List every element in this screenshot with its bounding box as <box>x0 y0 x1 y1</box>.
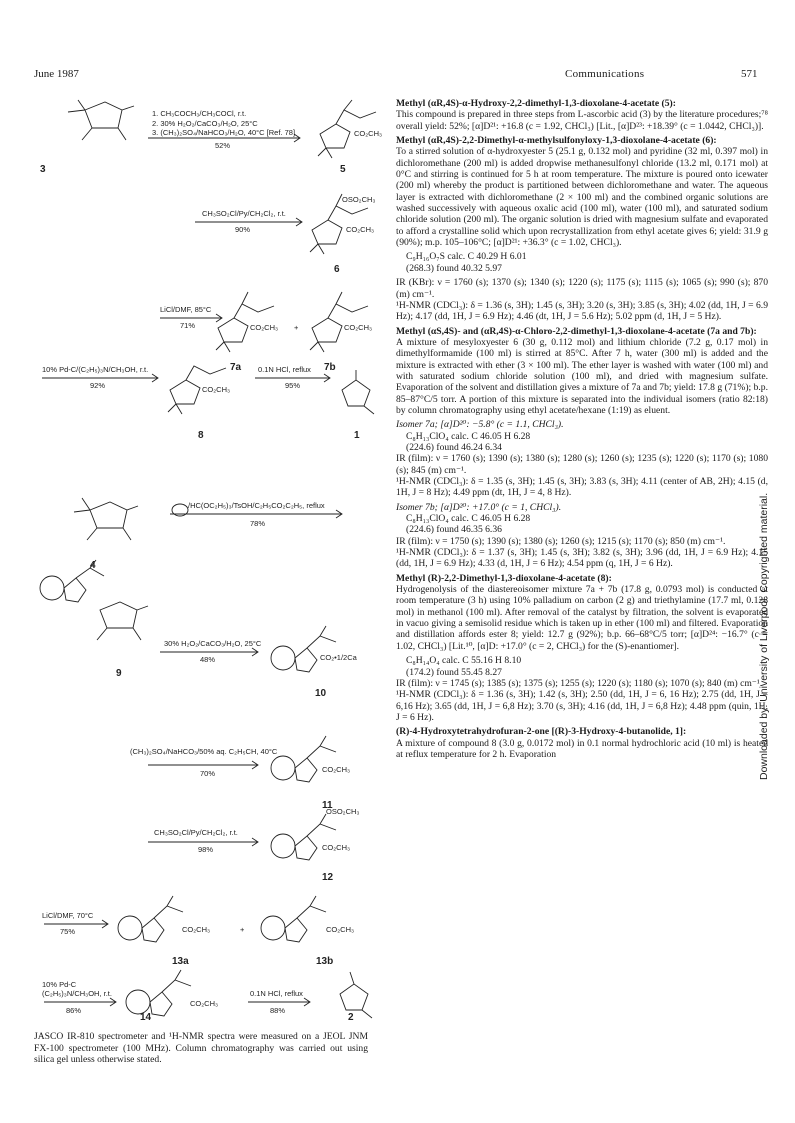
reaction-scheme <box>30 90 390 1020</box>
section-title-6: Methyl (αR,4S)-2,2-Dimethyl-α-methylsulfonyloxy-1,3-dioxolane-4-acetate (6): <box>396 135 717 147</box>
compound-13a: 13a <box>172 956 189 967</box>
reagent-6-yield: 78% <box>250 519 266 528</box>
ir-6: IR (KBr): ν = 1760 (s); 1370 (s); 1340 (s); 1220 (s); 1175 (s); 1115 (s); 1065 (s); 990 (s); 870 (m) cm⁻¹. <box>396 277 768 300</box>
compound-2: 2 <box>348 1012 354 1020</box>
compound-11: 11 <box>322 800 333 811</box>
ester-label-5: CO₂CH₃ <box>354 129 383 138</box>
compound-1: 1 <box>354 430 360 441</box>
download-notice: Downloaded by: University of Liverpool. Copyrighted material. <box>758 492 770 780</box>
reagent-11-yield: 86% <box>66 1006 82 1015</box>
section-title-7: Methyl (αS,4S)- and (αR,4S)-α-Chloro-2,2-dimethyl-1,3-dioxolane-4-acetate (7a and 7b): <box>396 325 757 337</box>
reagent-3: LiCl/DMF, 85°C <box>160 305 212 314</box>
reagent-8: (CH₃)₂SO₄/NaHCO₃/50% aq. C₂H₅CH, 40°C <box>130 747 278 756</box>
section-text-1: A mixture of compound 8 (3.0 g, 0.0172 mol) in 0.1 normal hydrochloric acid (10 ml) is heated at reflux temperature for 2 h. Evaporation <box>396 737 768 760</box>
reagent-7-yield: 48% <box>200 655 216 664</box>
analysis-7a-found: (224.6) found 46.24 6.34 <box>406 441 502 453</box>
ester-label-8: CO₂CH₃ <box>202 385 231 394</box>
compound-12: 12 <box>322 872 334 883</box>
compound-5: 5 <box>340 164 346 175</box>
nmr-8: ¹H-NMR (CDCl₃): δ = 1.36 (s, 3H); 1.42 (s, 3H); 2.50 (dd, 1H, J = 6, 16 Hz); 2.75 (dd, 1H, J = 6,16 Hz); 3.65 (dd, 1H, J = 6,8 Hz); 3.70 (s, 3H); 4.16 (dd, 1H, J = 6,8 Hz); 4.48 ppm (quin, 1H, J = 6 Hz). <box>396 689 768 723</box>
analysis-7a-calc: C₈H₁₃ClO₄ calc. C 46.05 H 6.28 <box>406 430 531 442</box>
ir-7b: IR (film): ν = 1750 (s); 1390 (s); 1380 (s); 1260 (s); 1215 (s); 1170 (s); 850 (m) cm⁻¹. <box>396 535 726 547</box>
reagent-5: 0.1N HCl, reflux <box>258 365 311 374</box>
ca-salt-label: CO₂•1/2Ca <box>320 653 357 662</box>
compound-6: 6 <box>334 264 340 275</box>
mesyl-label-12: OSO₂CH₃ <box>326 807 360 816</box>
ester-label-6: CO₂CH₃ <box>346 225 375 234</box>
header-date: June 1987 <box>34 68 79 80</box>
compound-13b: 13b <box>316 956 334 967</box>
reagent-12-yield: 88% <box>270 1006 286 1015</box>
reagent-2-yield: 90% <box>235 225 251 234</box>
reagent-12: 0.1N HCl, reflux <box>250 989 303 998</box>
section-text-6: To a stirred solution of α-hydroxyester 5 (25.1 g, 0.132 mol) and pyridine (32 ml, 0.397 mol) in dichloromethane (200 ml) is added dropwise methanesulfonyl chloride (13.2 ml, 0.171 mol) at 0°C and stirring is continued for 5 h at room temperature. The mixture is poured onto icewater (200 ml) whereby the product is partitioned between dichloromethane and water. The aqueous layer is extracted with dichloromethane (2 × 100 ml) and the combined organic solutions are washed successively with aqueous oxalic acid (100 ml), water (100 ml), and saturated sodium chloride solution (200 ml). The organic solution is dried with magnesium sulfate and evaporated to afford a crystalline solid which upon recrystallization from ethyl acetate gives 6; yield: 31.9 g (90%); m.p. 105–106°C; [α]D²¹: +36.3° (c = 1.02, CHCl₃). <box>396 146 768 249</box>
reagent-4: 10% Pd-C/(C₂H₅)₃N/CH₃OH, r.t. <box>42 365 149 374</box>
reagent-11-line1: 10% Pd-C <box>42 980 77 989</box>
reagent-3-yield: 71% <box>180 321 196 330</box>
ester-label-7a: CO₂CH₃ <box>250 323 279 332</box>
compound-10: 10 <box>315 688 327 699</box>
section-text-7: A mixture of mesyloxyester 6 (30 g, 0.112 mol) and lithium chloride (7.2 g, 0.17 mol) in dimethylformamide (100 ml) is stirred at 85°C. After 7 h, water (300 ml) is added and the mixture is extracted with ether (3 × 100 ml). The ether layer is washed with water (100 ml) and with saturated sodium chloride solution (100 ml), and dried with magnesium sulfate. Evaporation of the solvent and distillation gives a mixture of 7a and 7b; yield: 17.8 g (71%); b.p. 85–87°C/5 torr. A portion of this mixture is separated into the individual isomers (ratio 82:18) by column chromatography using ethyl acetate/hexane (1:19) as eluent. <box>396 336 768 416</box>
ester-label-13b: CO₂CH₃ <box>326 925 355 934</box>
compound-4: 4 <box>90 560 96 571</box>
reagent-7: 30% H₂O₂/CaCO₃/H₂O, 25°C <box>164 639 262 648</box>
reagent-6: /HC(OC₂H₅)₃/TsOH/C₂H₅CO₂C₂H₅, reflux <box>188 501 325 510</box>
section-title-8: Methyl (R)-2,2-Dimethyl-1,3-dioxolane-4-acetate (8): <box>396 572 612 584</box>
reagent-9-yield: 98% <box>198 845 214 854</box>
ester-label-12: CO₂CH₃ <box>322 843 351 852</box>
reagent-1-step3: 3. (CH₃)₂SO₄/NaHCO₃/H₂O, 40°C [Ref. 78] <box>152 128 296 137</box>
compound-7b: 7b <box>324 362 336 373</box>
analysis-6-found: (268.3) found 40.32 5.97 <box>406 262 502 274</box>
analysis-7b-calc: C₈H₁₃ClO₄ calc. C 46.05 H 6.28 <box>406 513 531 525</box>
experimental-text <box>396 96 768 760</box>
reagent-11-line2: (C₂H₅)₃N/CH₃OH, r.t. <box>42 989 112 998</box>
nmr-7b: ¹H-NMR (CDCl₃): δ = 1.37 (s, 3H); 1.45 (s, 3H); 3.82 (s, 3H); 3.96 (dd, 1H, J = 6.9 Hz); 4.15 (dd, 1H, J = 6.9 Hz); 4.33 (d, 1H, J = 6 Hz); 4.54 ppm (q, 1H, J = 6 Hz). <box>396 547 768 570</box>
nmr-7a: ¹H-NMR (CDCl₃): δ = 1.35 (s, 3H); 1.45 (s, 3H); 3.83 (s, 3H); 4.11 (center of AB, 2H); 4.15 (d, 1H, J = 8 Hz); 4.49 ppm (dt, 1H, J = 4, 8 Hz). <box>396 476 768 499</box>
plus-sign-2: + <box>240 925 245 934</box>
analysis-8-found: (174.2) found 55.45 8.27 <box>406 666 502 678</box>
compound-8: 8 <box>198 430 204 441</box>
analysis-8-calc: C₈H₁₄O₄ calc. C 55.16 H 8.10 <box>406 655 522 667</box>
reagent-10: LiCl/DMF, 70°C <box>42 911 94 920</box>
compound-7a: 7a <box>230 362 242 373</box>
ester-label-11: CO₂CH₃ <box>322 765 351 774</box>
compound-9: 9 <box>116 668 122 679</box>
plus-sign: + <box>294 323 299 332</box>
reagent-8-yield: 70% <box>200 769 216 778</box>
compound-3: 3 <box>40 164 46 175</box>
reagent-1-step2: 2. 30% H₂O₂/CaCO₃/H₂O, 25°C <box>152 119 258 128</box>
reagent-5-yield: 95% <box>285 381 301 390</box>
reagent-10-yield: 75% <box>60 927 76 936</box>
reagent-1-step1: 1. CH₃COCH₃/CH₃COCl, r.t. <box>152 109 247 118</box>
analysis-7b-found: (224.6) found 46.35 6.36 <box>406 524 502 536</box>
ir-8: IR (film): ν = 1745 (s); 1385 (s); 1375 (s); 1255 (s); 1220 (s); 1180 (s); 1070 (s); 840 (m) cm⁻¹. <box>396 677 763 689</box>
section-text-5: This compound is prepared in three steps from L-ascorbic acid (3) by the literature procedures;⁷⁸ overall yield: 52%; [α]D²¹: +16.8 (c = 1.92, CHCl₃) [Lit., [α]D²³: +18.39° (c = 1.0442, CHCl₃)]. <box>396 109 768 132</box>
reagent-1-yield: 52% <box>215 141 231 150</box>
ir-7a: IR (film): ν = 1760 (s); 1390 (s); 1380 (s); 1280 (s); 1260 (s); 1235 (s); 1220 (s); 1170 (s); 1080 (s); 845 (m) cm⁻¹. <box>396 453 768 476</box>
analysis-6-calc: C₉H₁₆O₇S calc. C 40.29 H 6.01 <box>406 251 527 263</box>
instrument-footnote: JASCO IR-810 spectrometer and ¹H-NMR spectra were measured on a JEOL JNM FX-100 spectrometer (100 MHz). Column chromatography was carried out using silica gel unless otherwise stated. <box>34 1031 368 1066</box>
section-title-5: Methyl (αR,4S)-α-Hydroxy-2,2-dimethyl-1,3-dioxolane-4-acetate (5): <box>396 98 676 109</box>
reagent-9: CH₃SO₂Cl/Py/CH₂Cl₂, r.t. <box>154 828 238 837</box>
section-text-8: Hydrogenolysis of the diastereoisomer mixture 7a + 7b (17.8 g, 0.0793 mol) is conducted at room temperature (3 h) using 10% palladium on carbon (2 g) and triethylamine (17.7 ml, 0.128 mol) in methanol (100 ml). After removal of the catalyst by filtration, the solvent is evaporated in vacuo giving a semisolid residue which is taken up in ether (100 ml) and filtered. Evaporation and distillation affords ester 8; yield: 12.7 g (92%); b.p. 66–68°C/5 torr; [α]D²⁴: −16.7° (c = 1.02, CHCl₃) [Lit.¹⁰, [α]D: +17.0° (c = 2, CHCl₃) for the (S)-enantiomer]. <box>396 584 768 652</box>
nmr-6: ¹H-NMR (CDCl₃): δ = 1.36 (s, 3H); 1.45 (s, 3H); 3.20 (s, 3H); 3.85 (s, 3H); 4.02 (dd, 1H, J = 6.9 Hz); 4.17 (dd, 1H, J = 6.9 Hz); 4.46 (dt, 1H, J = 5.6 Hz); 5.02 ppm (d, 1H, J = 5 Hz). <box>396 299 768 323</box>
ester-label-13a: CO₂CH₃ <box>182 925 211 934</box>
reagent-4-yield: 92% <box>90 381 106 390</box>
reagent-2: CH₃SO₂Cl/Py/CH₂Cl₂, r.t. <box>202 209 286 218</box>
section-title-1: (R)-4-Hydroxytetrahydrofuran-2-one [(R)-3-Hydroxy-4-butanolide, 1]: <box>396 726 687 738</box>
mesyl-label-6: OSO₂CH₃ <box>342 195 376 204</box>
header-section: Communications <box>565 68 645 80</box>
compound-14: 14 <box>140 1012 152 1020</box>
header-page-number: 571 <box>741 68 758 80</box>
rotation-7b: Isomer 7b; [α]D²⁰: +17.0° (c = 1, CHCl₃). <box>396 501 562 513</box>
rotation-7a: Isomer 7a; [α]D²⁰: −5.8° (c = 1.1, CHCl₃). <box>396 419 564 431</box>
ester-label-7b: CO₂CH₃ <box>344 323 373 332</box>
ester-label-14: CO₂CH₃ <box>190 999 219 1008</box>
